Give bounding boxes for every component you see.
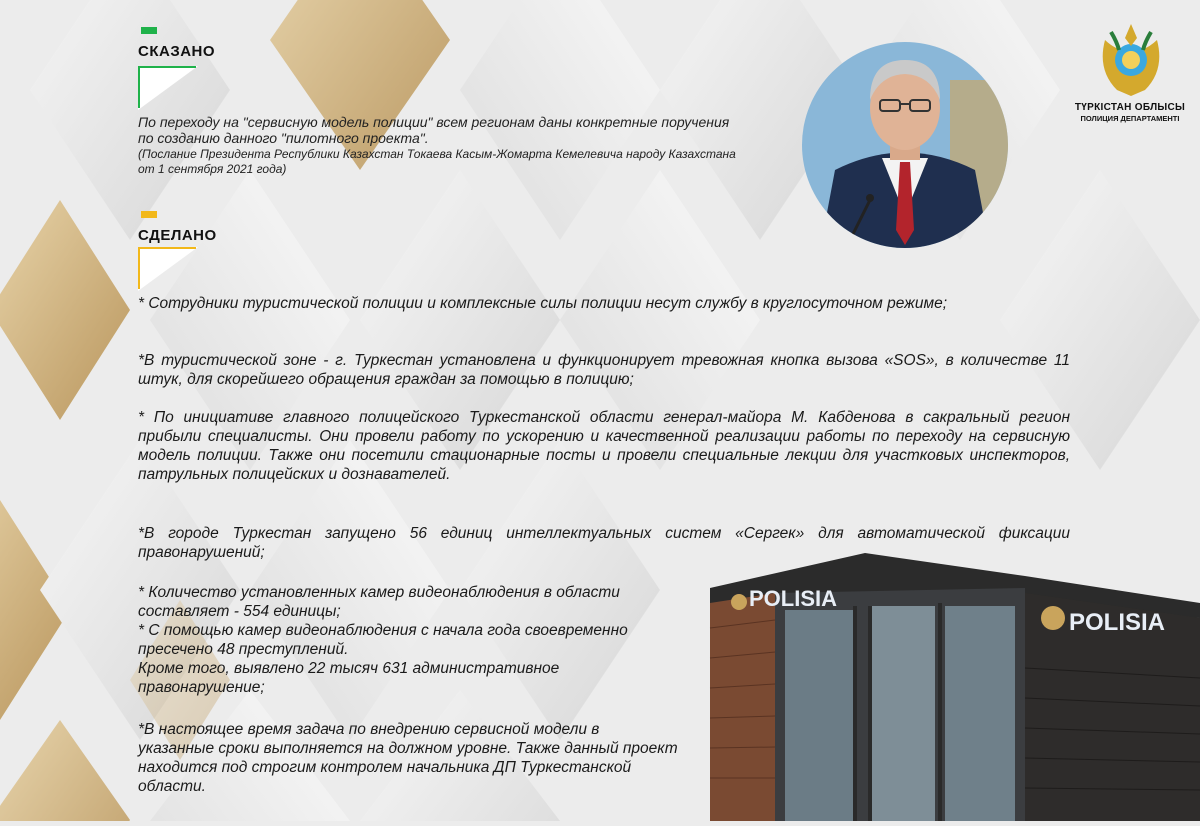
done-marker <box>141 211 157 218</box>
president-portrait <box>800 40 1010 250</box>
svg-text:POLISIA: POLISIA <box>1069 609 1166 636</box>
svg-text:POLISIA: POLISIA <box>749 586 838 611</box>
done-paragraph-2: *В туристической зоне - г. Туркестан установлена и функционирует тревожная кнопка вызова «SOS», в количестве 11 штук, для скорейшего обращения граждан за помощью в полицию; <box>138 352 1070 388</box>
police-emblem-icon <box>1097 20 1165 98</box>
said-chevron-icon <box>138 66 198 110</box>
done-paragraph-4: *В городе Туркестан запущено 56 единиц интеллектуальных систем «Сергек» для автоматической фиксации правонарушений; <box>138 525 1070 561</box>
said-heading: СКАЗАНО <box>138 43 216 60</box>
done-paragraph-1: * Сотрудники туристической полиции и комплексные силы полиции несут службу в круглосуточном режиме; <box>138 295 948 312</box>
police-kiosk-photo <box>705 548 1200 821</box>
said-marker <box>141 27 157 34</box>
logo-caption-region: ТҮРКІСТАН ОБЛЫСЫ <box>1074 102 1186 113</box>
done-paragraph-6: *В настоящее время задача по внедрению сервисной модели в указанные сроки выполняется на должном уровне. Также данный проект находится под строгим контролем начальника ДП Туркестанской области. <box>138 721 678 795</box>
done-paragraph-5: * Количество установленных камер видеонаблюдения в области составляет - 554 единицы; * С помощью камер видеонаблюдения с начала года своевременно пресечено 48 преступлений. Кроме того, выявлено 22 тысяч 631 административное правонарушение; <box>138 584 628 696</box>
done-paragraph-3: * По инициативе главного полицейского Туркестанской области генерал-майора М. Кабденова в сакральный регион прибыли специалисты. Они провели работу по ускорению и качественной реализации работы по переходу на сервисную модель полиции. Также они посетили стационарные посты и провели специальные лекции для участковых инспекторов, патрульных полицейских и дознавателей. <box>138 409 1070 483</box>
done-chevron-icon <box>138 247 198 291</box>
said-note: (Послание Президента Республики Казахстан Токаева Касым-Жомарта Кемелевича народу Казахстана от 1 сентября 2021 года) <box>138 147 736 176</box>
done-heading: СДЕЛАНО <box>138 227 217 244</box>
said-text: По переходу на "сервисную модель полиции" всем регионам даны конкретные поручения по созданию данного "пилотного проекта". <box>138 114 730 146</box>
logo-caption-department: ПОЛИЦИЯ ДЕПАРТАМЕНТІ <box>1080 114 1180 123</box>
